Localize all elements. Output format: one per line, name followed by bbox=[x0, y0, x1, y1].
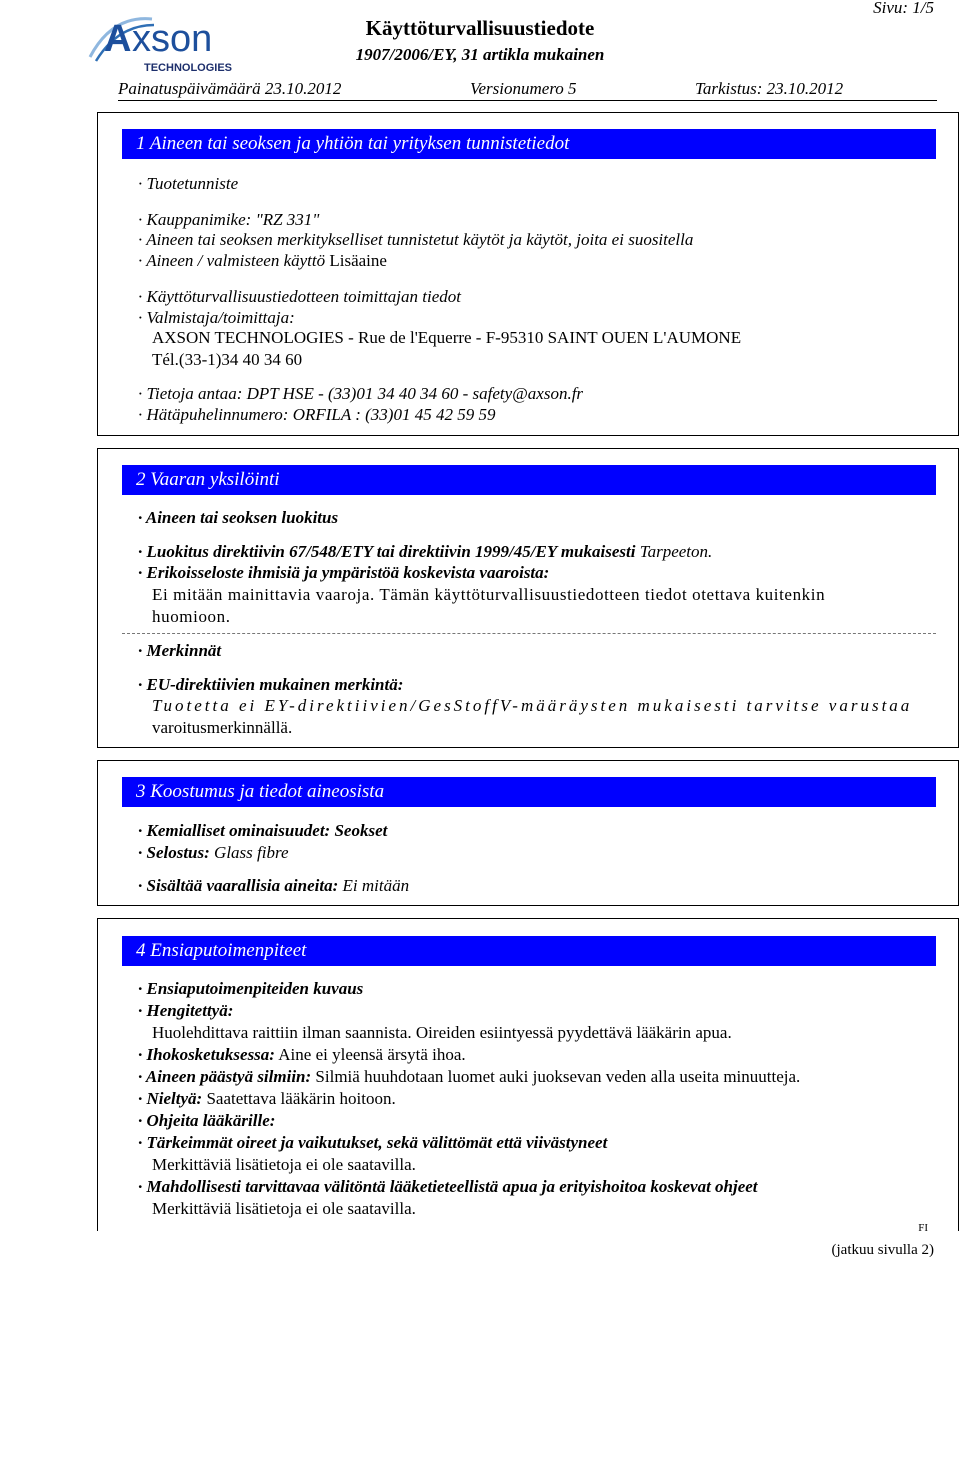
svg-text:TECHNOLOGIES: TECHNOLOGIES bbox=[144, 62, 233, 74]
supplier-details: · Käyttöturvallisuustiedotteen toimittajan tiedot bbox=[138, 287, 461, 306]
special-hazards-title: · Erikoisseloste ihmisiä ja ympäristöä koskevista vaaroista: bbox=[138, 563, 550, 582]
section-4 bbox=[97, 918, 959, 1231]
special-hazards-text: Ei mitään mainittavia vaaroja. Tämän käyttöturvallisuustiedotteen tiedot otettava kuitenkin bbox=[152, 585, 826, 604]
after-inhalation-title: · Hengitettyä: bbox=[138, 1001, 234, 1020]
identified-uses: · Aineen tai seoksen merkitykselliset tunnistetut käytöt ja käytöt, joita ei suositella bbox=[138, 230, 694, 249]
version-number: Versionumero 5 bbox=[470, 79, 577, 98]
info-contact: · Tietoja antaa: DPT HSE - (33)01 34 40 34 60 - safety@axson.fr bbox=[138, 384, 584, 403]
after-swallowing: · Nieltyä: Saatettava lääkärin hoitoon. bbox=[138, 1089, 396, 1108]
section-3 bbox=[97, 760, 959, 906]
manufacturer-phone: Tél.(33-1)34 40 34 60 bbox=[152, 350, 303, 369]
section-2 bbox=[97, 448, 959, 748]
doctor-info-title: · Ohjeita lääkärille: bbox=[138, 1111, 276, 1130]
header-rule bbox=[118, 100, 937, 101]
document-title: Käyttöturvallisuustiedote bbox=[365, 16, 595, 40]
special-hazards-text-2: huomioon. bbox=[152, 607, 231, 626]
eu-labelling-text-2: varoitusmerkinnällä. bbox=[152, 718, 293, 737]
section-3-heading: 3 Koostumus ja tiedot aineosista bbox=[122, 777, 936, 807]
document-subtitle: 1907/2006/EY, 31 artikla mukainen bbox=[355, 45, 605, 64]
manufacturer-address: AXSON TECHNOLOGIES - Rue de l'Equerre - F-95310 SAINT OUEN L'AUMONE bbox=[152, 328, 742, 347]
revision-date: Tarkistus: 23.10.2012 bbox=[695, 79, 844, 98]
trade-name: · Kauppanimike: "RZ 331" bbox=[138, 210, 320, 229]
svg-text:xson: xson bbox=[132, 18, 213, 60]
medical-attention-title: · Mahdollisesti tarvittavaa välitöntä lääketieteellistä apua ja erityishoitoa koskevat ohjeet bbox=[138, 1177, 758, 1196]
section-2-heading: 2 Vaaran yksilöinti bbox=[122, 465, 936, 495]
dangerous-components: · Sisältää vaarallisia aineita: Ei mitään bbox=[138, 876, 410, 895]
section-4-heading: 4 Ensiaputoimenpiteet bbox=[122, 936, 936, 966]
continued-note: (jatkuu sivulla 2) bbox=[831, 1242, 934, 1258]
classification-directive: · Luokitus direktiivin 67/548/ETY tai direktiivin 1999/45/EY mukaisesti Tarpeeton. bbox=[138, 542, 713, 561]
after-skin-contact: · Ihokosketuksessa: Aine ei yleensä ärsytä ihoa. bbox=[138, 1045, 466, 1064]
svg-text:A: A bbox=[104, 18, 132, 60]
eu-labelling-title: · EU-direktiivien mukainen merkintä: bbox=[138, 675, 404, 694]
section-1 bbox=[97, 112, 959, 436]
manufacturer-label: · Valmistaja/toimittaja: bbox=[138, 308, 295, 327]
section-divider bbox=[122, 633, 936, 634]
description: · Selostus: Glass fibre bbox=[138, 843, 289, 862]
language-code: FI bbox=[918, 1222, 928, 1234]
print-date: Painatuspäivämäärä 23.10.2012 bbox=[118, 79, 342, 98]
eu-labelling-text: Tuotetta ei EY-direktiivien/GesStoffV-määräysten mukaisesti tarvitse varustaa bbox=[152, 696, 913, 715]
emergency-phone: · Hätäpuhelinnumero: ORFILA : (33)01 45 42 59 59 bbox=[138, 405, 496, 424]
classification-title: · Aineen tai seoksen luokitus bbox=[138, 508, 339, 527]
first-aid-description: · Ensiaputoimenpiteiden kuvaus bbox=[138, 979, 364, 998]
after-eye-contact: · Aineen päästyä silmiin: Silmiä huuhdotaan luomet auki juoksevan veden alla useita minuutteja. bbox=[138, 1067, 801, 1086]
symptoms-text: Merkittäviä lisätietoja ei ole saatavilla. bbox=[152, 1155, 416, 1174]
medical-attention-text: Merkittäviä lisätietoja ei ole saatavilla. bbox=[152, 1199, 416, 1218]
section-1-heading: 1 Aineen tai seoksen ja yhtiön tai yrityksen tunnistetiedot bbox=[122, 129, 936, 159]
after-inhalation-text: Huolehdittava raittiin ilman saannista. Oireiden esiintyessä pyydettävä lääkärin apua. bbox=[152, 1023, 732, 1042]
product-use: · Aineen / valmisteen käyttö Lisäaine bbox=[138, 251, 387, 270]
product-identifier: · Tuotetunniste bbox=[138, 174, 239, 193]
chemical-characterization: · Kemialliset ominaisuudet: Seokset bbox=[138, 821, 388, 840]
page-number: Sivu: 1/5 bbox=[873, 0, 934, 17]
symptoms-title: · Tärkeimmät oireet ja vaikutukset, sekä välittömät että viivästyneet bbox=[138, 1133, 608, 1152]
labelling-title: · Merkinnät bbox=[138, 641, 222, 660]
